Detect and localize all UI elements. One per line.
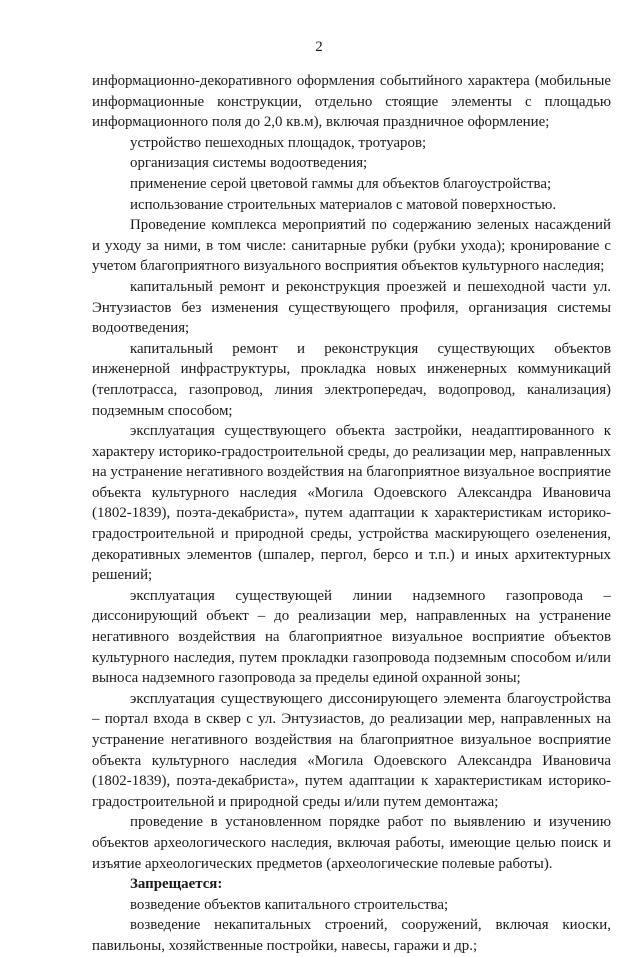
paragraph: организация системы водоотведения;	[130, 155, 368, 172]
paragraph: использование строительных материалов с матовой поверхностью.	[130, 196, 557, 213]
paragraph: капитальный ремонт и реконструкция существующих объектов инженерной инфраструктуры, прокладка новых инженерных коммуникаций (теплотрасса, газопровод, линия электропередач, водопровод, канализация) подземным способом;	[92, 340, 611, 419]
paragraph: эксплуатация существующего объекта застройки, неадаптированного к характеру историко-градостроительной среды, до реализации мер, направленных на устранение негативного воздействия на благоприятное визуальное восприятие объекта культурного наследия «Могила Одоевского Александра Ивановича (1802-1839), поэта-декабриста», путем адаптации к характеристикам историко-градостроительной и природной среды, устройства маскирующего озеленения, декоративных элементов (шпалер, пергол, берсо и т.п.) и иных архитектурных решений;	[92, 423, 611, 584]
paragraph: эксплуатация существующей линии надземного газопровода – диссонирующий объект – до реализации мер, направленных на устранение негативного воздействия на благоприятное визуальное восприятие объектов культурного наследия, путем прокладки газопровода подземным способом и/или выноса надземного газопровода за пределы единой охранной зоны;	[92, 587, 611, 687]
document-body	[92, 71, 611, 957]
paragraph: эксплуатация существующего диссонирующего элемента благоустройства – портал входа в сквер с ул. Энтузиастов, до реализации мер, направленных на устранение негативного воздействия на благоприятное визуальное восприятие объекта культурного наследия «Могила Одоевского Александра Ивановича (1802-1839), поэта-декабриста», путем адаптации к характеристикам историко-градостроительной и природной среды и/или путем демонтажа;	[92, 690, 611, 810]
paragraph: информационно-декоративного оформления событийного характера (мобильные информационные конструкции, отдельно стоящие элементы с площадью информационного поля до 2,0 кв.м), включая праздничное оформление;	[92, 73, 611, 131]
paragraph: проведение в установленном порядке работ по выявлению и изучению объектов археологического наследия, включая работы, имеющие целью поиск и изъятие археологических предметов (археологические полевые работы).	[92, 814, 611, 872]
paragraph: капитальный ремонт и реконструкция проезжей и пешеходной части ул. Энтузиастов без изменения существующего профиля, организация системы водоотведения;	[92, 278, 611, 337]
paragraph: применение серой цветовой гаммы для объектов благоустройства;	[130, 175, 552, 192]
section-heading: Запрещается:	[130, 876, 223, 893]
page-number: 2	[315, 39, 323, 55]
paragraph: устройство пешеходных площадок, тротуаров;	[130, 134, 427, 151]
paragraph: возведение некапитальных строений, сооружений, включая киоски, павильоны, хозяйственные постройки, навесы, гаражи и др.;	[92, 917, 611, 954]
paragraph: Проведение комплекса мероприятий по содержанию зеленых насаждений и уходу за ними, в том числе: санитарные рубки (рубки ухода); кронирование с учетом благоприятного визуального восприятия объектов культурного наследия;	[92, 217, 611, 275]
paragraph: возведение объектов капитального строительства;	[130, 896, 449, 913]
